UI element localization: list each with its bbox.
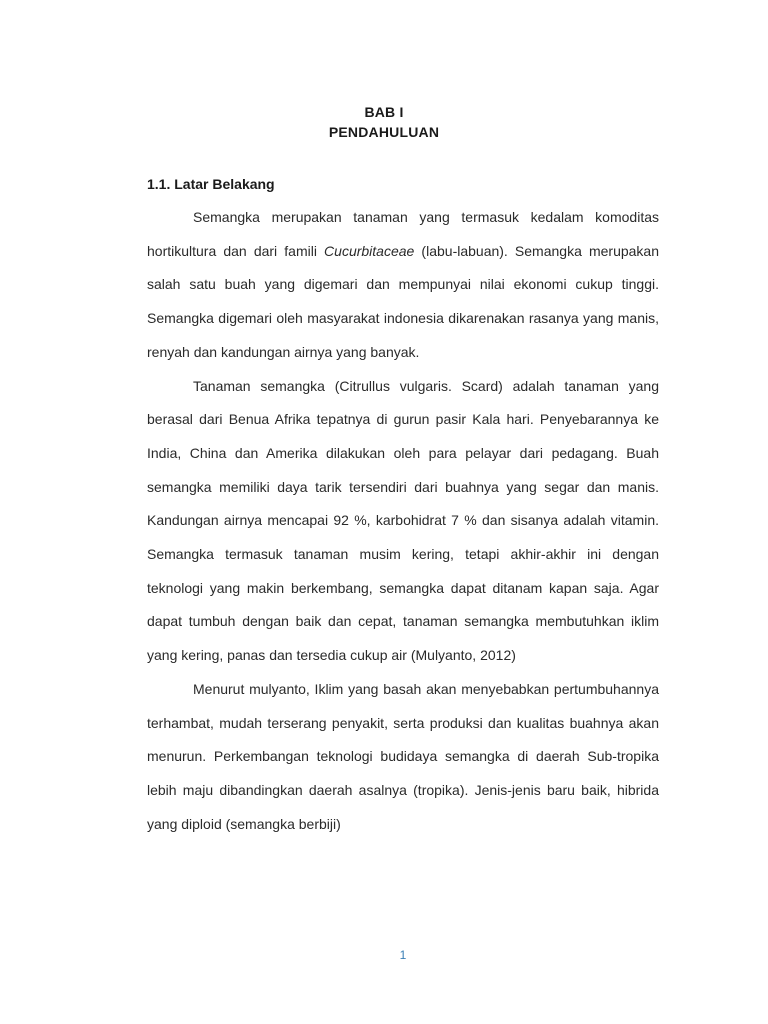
chapter-number: BAB I — [364, 104, 404, 120]
body-text — [147, 201, 659, 841]
paragraph-1 — [147, 201, 659, 370]
chapter-title: PENDAHULUAN — [328, 124, 440, 140]
section-heading: 1.1. Latar Belakang — [147, 176, 275, 192]
paragraph-3: Menurut mulyanto, Iklim yang basah akan menyebabkan pertumbuhannya terhambat, mudah terserang penyakit, serta produksi dan kualitas buahnya akan menurun. Perkembangan teknologi budidaya semangka di daerah Sub-tropika lebih maju dibandingkan daerah asalnya (tropika). Jenis-jenis baru baik, hibrida yang diploid (semangka berbiji) — [147, 680, 659, 832]
paragraph-2: Tanaman semangka (Citrullus vulgaris. Scard) adalah tanaman yang berasal dari Benua Afrika tepatnya di gurun pasir Kala hari. Penyebarannya ke India, China dan Amerika dilakukan oleh para pelayar dari pedagang. Buah semangka memiliki daya tarik tersendiri dari buahnya yang segar dan manis. Kandungan airnya mencapai 92 %, karbohidrat 7 % dan sisanya adalah vitamin. Semangka termasuk tanaman musim kering, tetapi akhir-akhir ini dengan teknologi yang makin berkembang, semangka dapat ditanam kapan saja. Agar dapat tumbuh dengan baik dan cepat, tanaman semangka membutuhkan iklim yang kering, panas dan tersedia cukup air (Mulyanto, 2012) — [147, 377, 659, 664]
page-number: 1 — [399, 948, 407, 962]
paragraph-1-text-a: Semangka merupakan tanaman yang termasuk kedalam komoditas hortikultura dan dari famili — [147, 209, 659, 259]
paragraph-1-italic-term: Cucurbitaceae — [324, 242, 415, 259]
paragraph-1-text-b: (labu-labuan). Semangka merupakan salah satu buah yang digemari dan mempunyai nilai ekonomi cukup tinggi. Semangka digemari oleh masyarakat indonesia dikarenakan rasanya yang manis, renyah dan kandungan airnya yang banyak. — [147, 242, 659, 360]
